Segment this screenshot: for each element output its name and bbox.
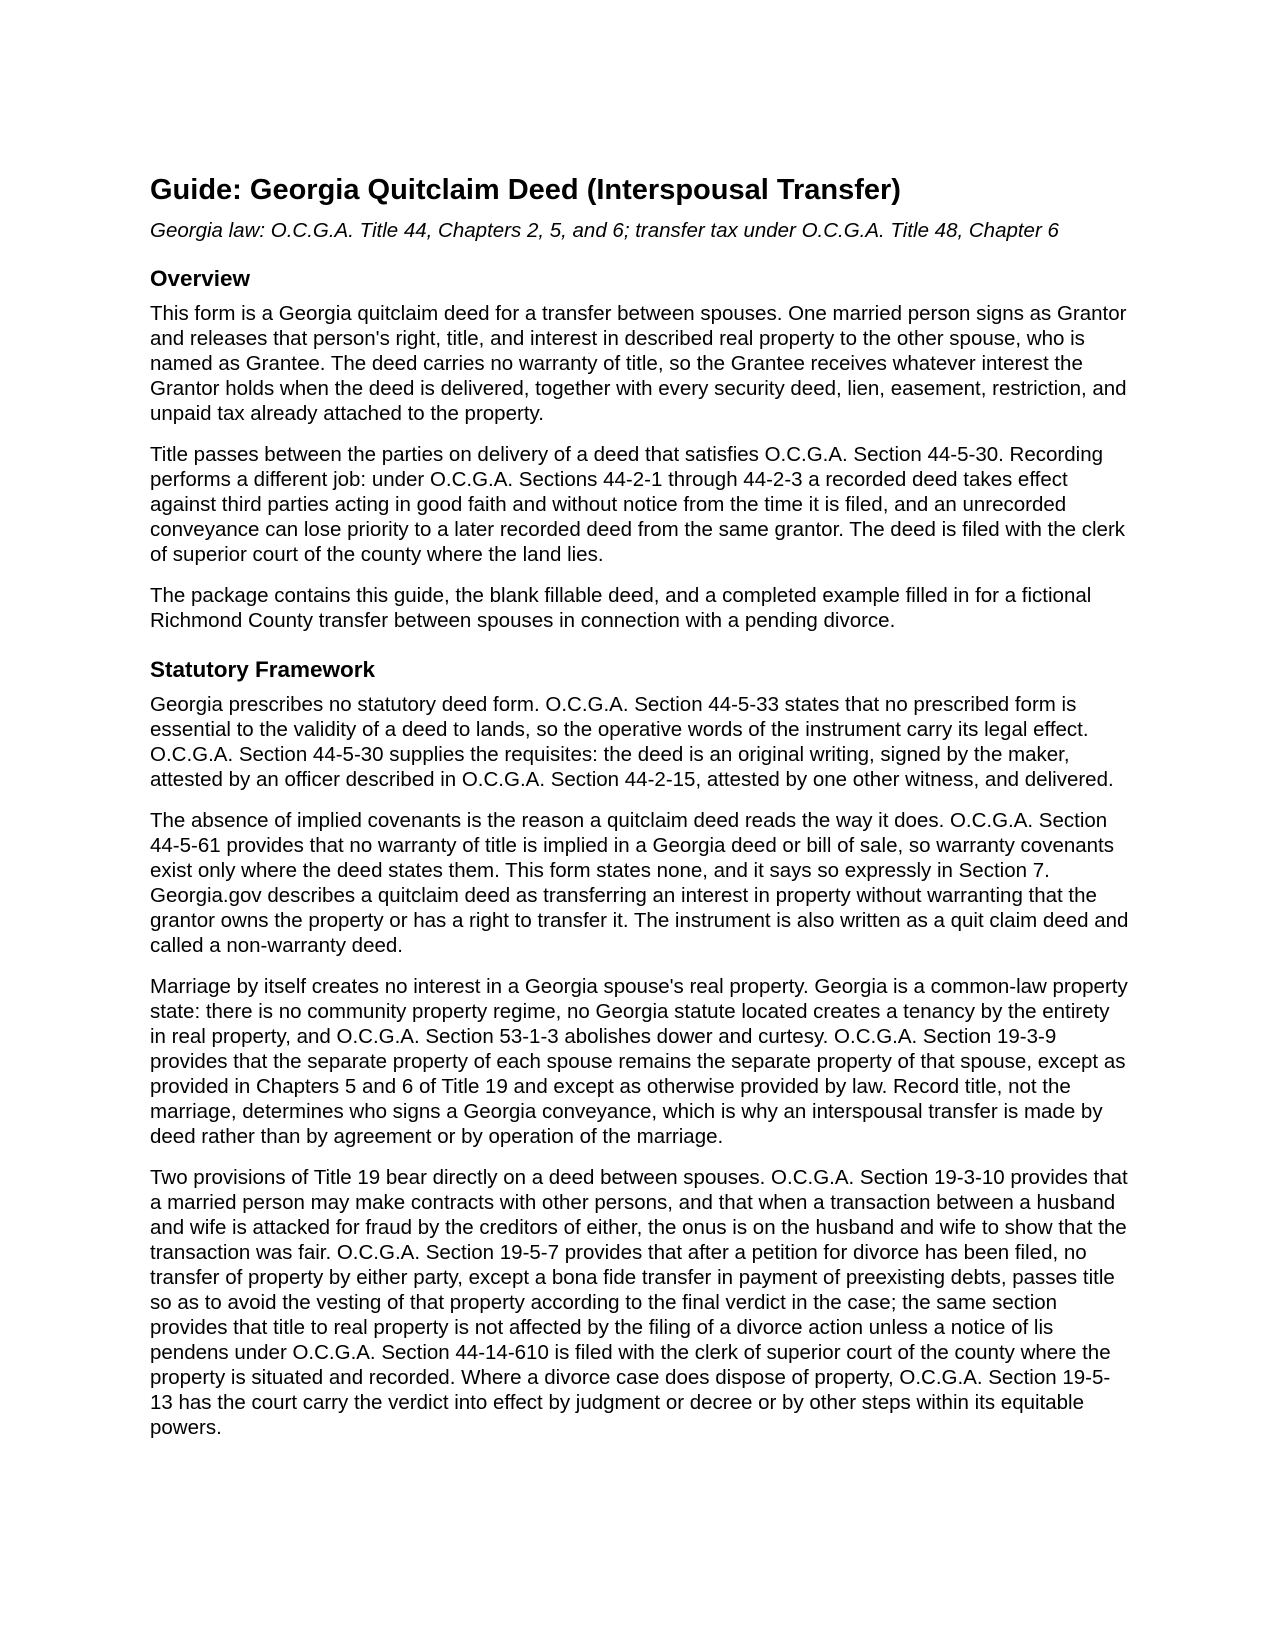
overview-paragraph-3: The package contains this guide, the blank fillable deed, and a completed example filled in for a fictional Richmond County transfer between spouses in connection with a pending divorce. — [150, 584, 1092, 632]
document-page — [150, 172, 1130, 1440]
statutory-paragraph-4: Two provisions of Title 19 bear directly on a deed between spouses. O.C.G.A. Section 19-3-10 provides that a married person may make contracts with other persons, and that when a transaction between a husband and wife is attacked for fraud by the creditors of either, the onus is on the husband and wife to show that the transaction was fair. O.C.G.A. Section 19-5-7 provides that after a petition for divorce has been filed, no transfer of property by either party, except a bona fide transfer in payment of preexisting debts, passes title so as to avoid the vesting of that property according to the final verdict in the case; the same section provides that title to real property is not affected by the filing of a divorce action unless a notice of lis pendens under O.C.G.A. Section 44-14-610 is filed with the clerk of superior court of the county where the property is situated and recorded. Where a divorce case does dispose of property, O.C.G.A. Section 19-5-13 has the court carry the verdict into effect by judgment or decree or by other steps within its equitable powers. — [150, 1166, 1128, 1439]
overview-heading: Overview — [150, 266, 251, 291]
statutory-paragraph-2: The absence of implied covenants is the reason a quitclaim deed reads the way it does. O.C.G.A. Section 44-5-61 provides that no warranty of title is implied in a Georgia deed or bill of sale, so warranty covenants exist only where the deed states them. This form states none, and it says so expressly in Section 7. Georgia.gov describes a quitclaim deed as transferring an interest in property without warranting that the grantor owns the property or has a right to transfer it. The instrument is also written as a quit claim deed and called a non-warranty deed. — [150, 809, 1129, 957]
document-title: Guide: Georgia Quitclaim Deed (Interspousal Transfer) — [150, 174, 901, 206]
document-subtitle: Georgia law: O.C.G.A. Title 44, Chapters 2, 5, and 6; transfer tax under O.C.G.A. Title 48, Chapter 6 — [150, 219, 1059, 242]
statutory-paragraph-3: Marriage by itself creates no interest in a Georgia spouse's real property. Georgia is a common-law property state: there is no community property regime, no Georgia statute located creates a tenancy by the entirety in real property, and O.C.G.A. Section 53-1-3 abolishes dower and curtesy. O.C.G.A. Section 19-3-9 provides that the separate property of each spouse remains the separate property of that spouse, except as provided in Chapters 5 and 6 of Title 19 and except as otherwise provided by law. Record title, not the marriage, determines who signs a Georgia conveyance, which is why an interspousal transfer is made by deed rather than by agreement or by operation of the marriage. — [150, 975, 1128, 1148]
statutory-paragraph-1: Georgia prescribes no statutory deed form. O.C.G.A. Section 44-5-33 states that no prescribed form is essential to the validity of a deed to lands, so the operative words of the instrument carry its legal effect. O.C.G.A. Section 44-5-30 supplies the requisites: the deed is an original writing, signed by the maker, attested by an officer described in O.C.G.A. Section 44-2-15, attested by one other witness, and delivered. — [150, 693, 1114, 791]
overview-paragraph-1: This form is a Georgia quitclaim deed for a transfer between spouses. One married person signs as Grantor and releases that person's right, title, and interest in described real property to the other spouse, who is named as Grantee. The deed carries no warranty of title, so the Grantee receives whatever interest the Grantor holds when the deed is delivered, together with every security deed, lien, easement, restriction, and unpaid tax already attached to the property. — [150, 302, 1127, 425]
statutory-framework-heading: Statutory Framework — [150, 657, 376, 682]
overview-paragraph-2: Title passes between the parties on delivery of a deed that satisfies O.C.G.A. Section 44-5-30. Recording performs a different job: under O.C.G.A. Sections 44-2-1 through 44-2-3 a recorded deed takes effect against third parties acting in good faith and without notice from the time it is filed, and an unrecorded conveyance can lose priority to a later recorded deed from the same grantor. The deed is filed with the clerk of superior court of the county where the land lies. — [150, 443, 1126, 566]
